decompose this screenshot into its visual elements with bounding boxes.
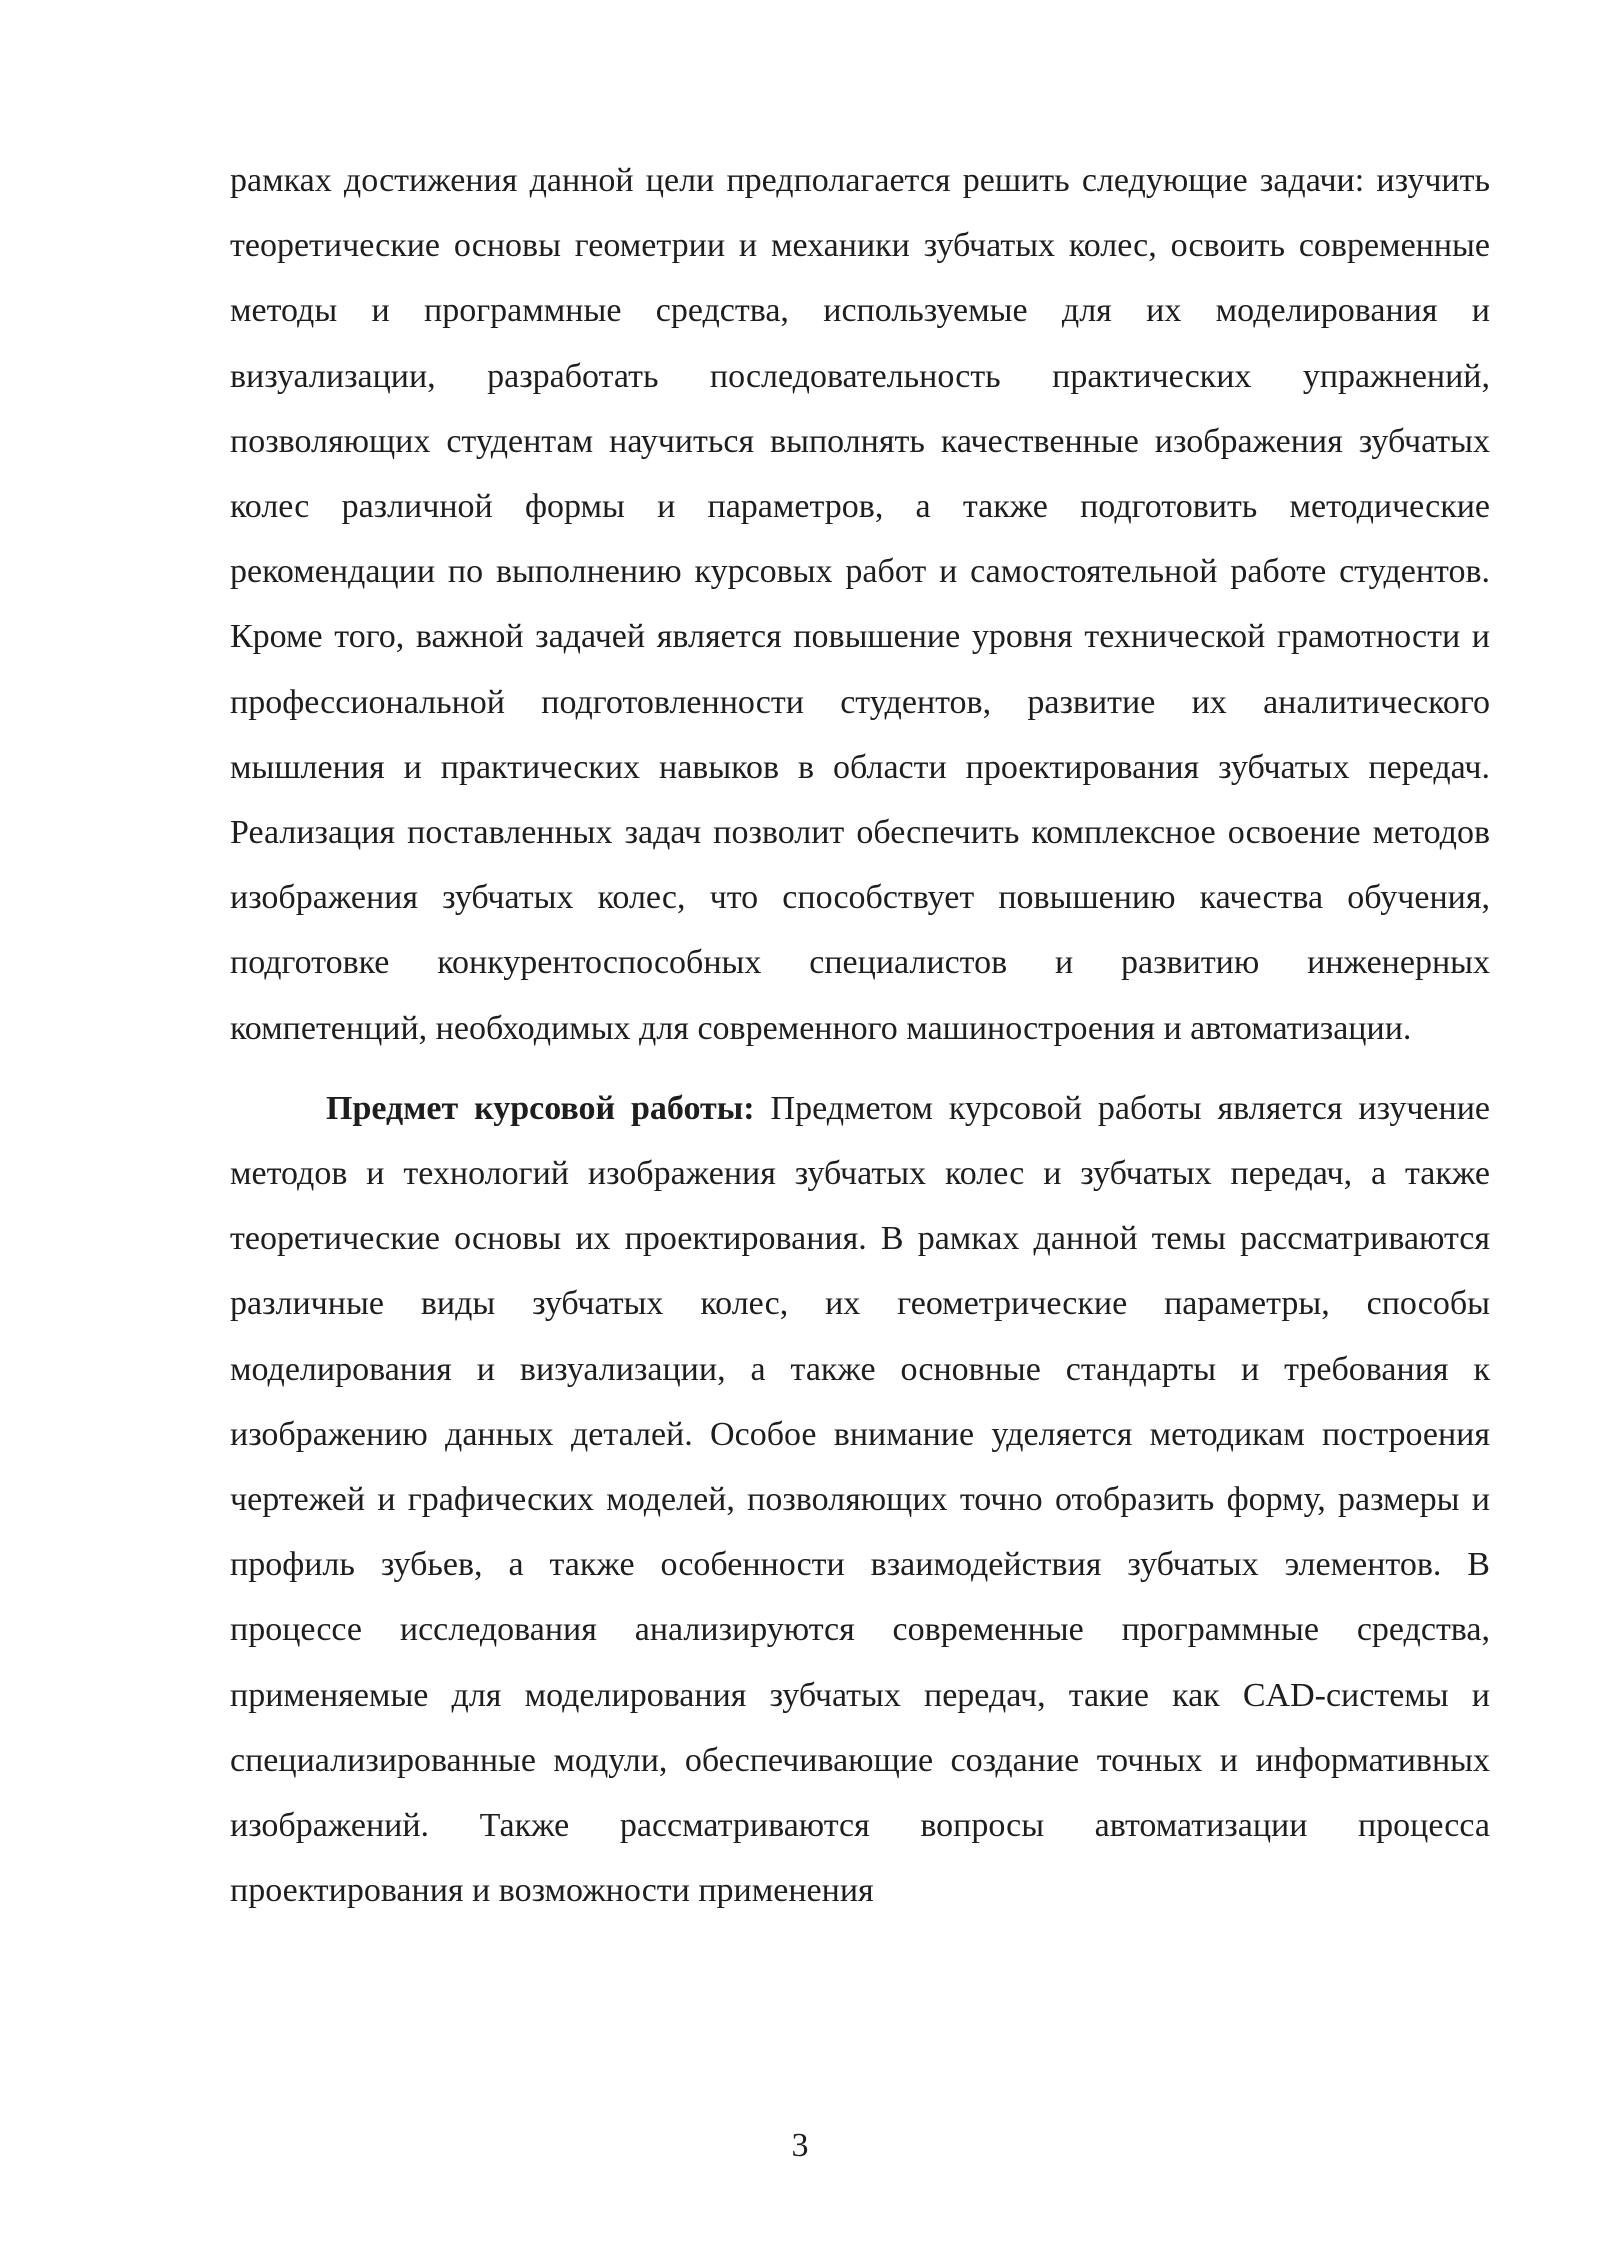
paragraph-goals: рамках достижения данной цели предполагается решить следующие задачи: изучить теоретические основы геометрии и механики зубчатых колес, освоить современные методы и программные средства, используемые для их моделирования и визуализации, разработать последовательность практических упражнений, позволяющих студентам научиться выполнять качественные изображения зубчатых колес различной формы и параметров, а также подготовить методические рекомендации по выполнению курсовых работ и самостоятельной работе студентов. Кроме того, важной задачей является повышение уровня технической грамотности и профессиональной подготовленности студентов, развитие их аналитического мышления и практических навыков в области проектирования зубчатых передач. Реализация поставленных задач позволит обеспечить комплексное освоение методов изображения зубчатых колес, что способствует повышению качества обучения, подготовке конкурентоспособных специалистов и развитию инженерных компетенций, необходимых для современного машиностроения и автоматизации. — [230, 162, 1490, 1047]
body-text — [230, 148, 1490, 1923]
page-number: 3 — [791, 2127, 809, 2164]
subject-heading: Предмет курсовой работы: — [326, 1089, 755, 1127]
paragraph-subject — [230, 1076, 1490, 1924]
subject-text: Предметом курсовой работы является изучение методов и технологий изображения зубчатых колес и зубчатых передач, а также теоретические основы их проектирования. В рамках данной темы рассматриваются различные виды зубчатых колес, их геометрические параметры, способы моделирования и визуализации, а также основные стандарты и требования к изображению данных деталей. Особое внимание уделяется методикам построения чертежей и графических моделей, позволяющих точно отобразить форму, размеры и профиль зубьев, а также особенности взаимодействия зубчатых элементов. В процессе исследования анализируются современные программные средства, применяемые для моделирования зубчатых передач, такие как CAD-системы и специализированные модули, обеспечивающие создание точных и информативных изображений. Также рассматриваются вопросы автоматизации процесса проектирования и возможности применения — [230, 1089, 1490, 1910]
